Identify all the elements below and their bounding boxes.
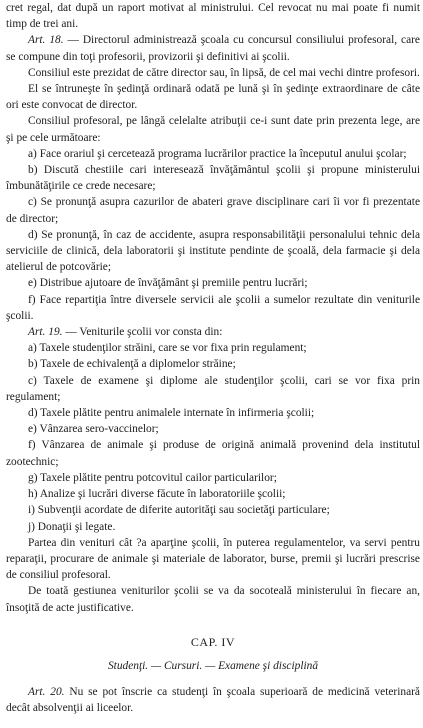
- text-paragraph: b) Taxele de echivalenţă a diplomelor străine;: [28, 358, 236, 371]
- text-paragraph: c) Se pronunţă asupra cazurilor de abateri grave disciplinare cari îi vor fi prezentate de director;: [6, 196, 420, 225]
- text-paragraph: d) Se pronunţă, în caz de accidente, asupra responsabilităţii personalului tehnic dela serviciile de clinică, dela laboratorii şi institute pendinte de şcoală, dela farmacie şi dela atelierul de potcovărie;: [6, 228, 420, 274]
- article-label: Art. 18.: [28, 34, 64, 47]
- article-text: — Directorul administrează şcoala cu concursul consiliului profesoral, care se compune din toţi profesorii, provizorii şi definitivi ai şcolii.: [6, 34, 420, 63]
- text-paragraph: e) Distribue ajutoare de învăţământ şi premiile pentru lucrări;: [28, 277, 308, 290]
- document-body: [6, 0, 420, 616]
- article-text: Nu se pot înscrie ca studenţi în şcoala superioară de medicină veterinară decât absolvenţii ai liceelor.: [6, 686, 420, 715]
- text-paragraph: Partea din venituri cât ?a aparţine şcolii, în puterea regulamentelor, va servi pentru reparaţii, procurare de animale şi materiale de laborator, burse, premii şi lucrări prescrise de consiliul profesoral.: [6, 536, 420, 582]
- text-paragraph: f) Vânzarea de animale şi produse de origină animală provenind dela institutul zootechnic;: [6, 439, 420, 468]
- text-paragraph: d) Taxele plătite pentru animalele internate în infirmeria şcolii;: [28, 407, 315, 420]
- text-paragraph: j) Donaţii şi legate.: [28, 520, 116, 533]
- article-paragraph: [6, 684, 420, 716]
- text-paragraph: a) Taxele studenţilor străini, care se vor fixa prin regulament;: [28, 342, 307, 355]
- text-paragraph: Consiliul profesoral, pe lângă celelalte atribuţii ce-i sunt date prin prezenta lege, are şi pe cele următoare:: [6, 115, 420, 144]
- text-paragraph: b) Discută chestiile cari interesează învăţământul şcolii şi propune ministerului îmbunătăţirile ce crede necesare;: [6, 164, 420, 193]
- text-paragraph: f) Face repartiţia între diversele servicii ale şcolii a sumelor rezultate din veniturile şcolii.: [6, 293, 420, 322]
- chapter-subtitle: Studenţi. — Cursuri. — Examene şi disciplină: [107, 659, 319, 672]
- text-paragraph: e) Vânzarea sero-vaccinelor;: [28, 423, 159, 436]
- text-paragraph: a) Face orariul şi cercetează programa lucrărilor practice la începutul anului şcolar;: [28, 147, 407, 160]
- article-paragraph: [6, 32, 420, 64]
- text-paragraph: g) Taxele plătite pentru potcovitul cailor particularilor;: [28, 471, 277, 484]
- text-paragraph: i) Subvenţii acordate de diferite autorităţi sau societăţi particulare;: [28, 504, 330, 517]
- text-paragraph: c) Taxele de examene şi diplome ale studenţilor şcolii, cari se vor fixa prin regulament;: [6, 374, 420, 403]
- text-paragraph: Consiliul este prezidat de către director sau, în lipsă, de cel mai vechi dintre profesori.: [28, 66, 420, 79]
- article-text: — Veniturile şcolii vor consta din:: [62, 326, 223, 339]
- text-paragraph: El se întruneşte în şedinţă ordinară odată pe lună şi în şedinţe extraordinare de câte ori este convocat de director.: [6, 83, 420, 112]
- article-paragraph: [6, 324, 420, 340]
- text-paragraph: De toată gestiunea veniturilor şcolii se va da socoteală ministerului în fiecare an, însoţită de acte justificative.: [6, 585, 420, 614]
- article-label: Art. 20.: [28, 686, 65, 699]
- chapter-heading: CAP. IV: [190, 634, 236, 649]
- article-label: Art. 19.: [28, 326, 63, 339]
- text-paragraph: h) Analize şi lucrări diverse făcute în laboratoriile şcolii;: [28, 488, 286, 501]
- continued-paragraph: cret regal, dat după un raport motivat al ministrului. Cel revocat nu mai poate fi numit timp de trei ani.: [6, 2, 420, 31]
